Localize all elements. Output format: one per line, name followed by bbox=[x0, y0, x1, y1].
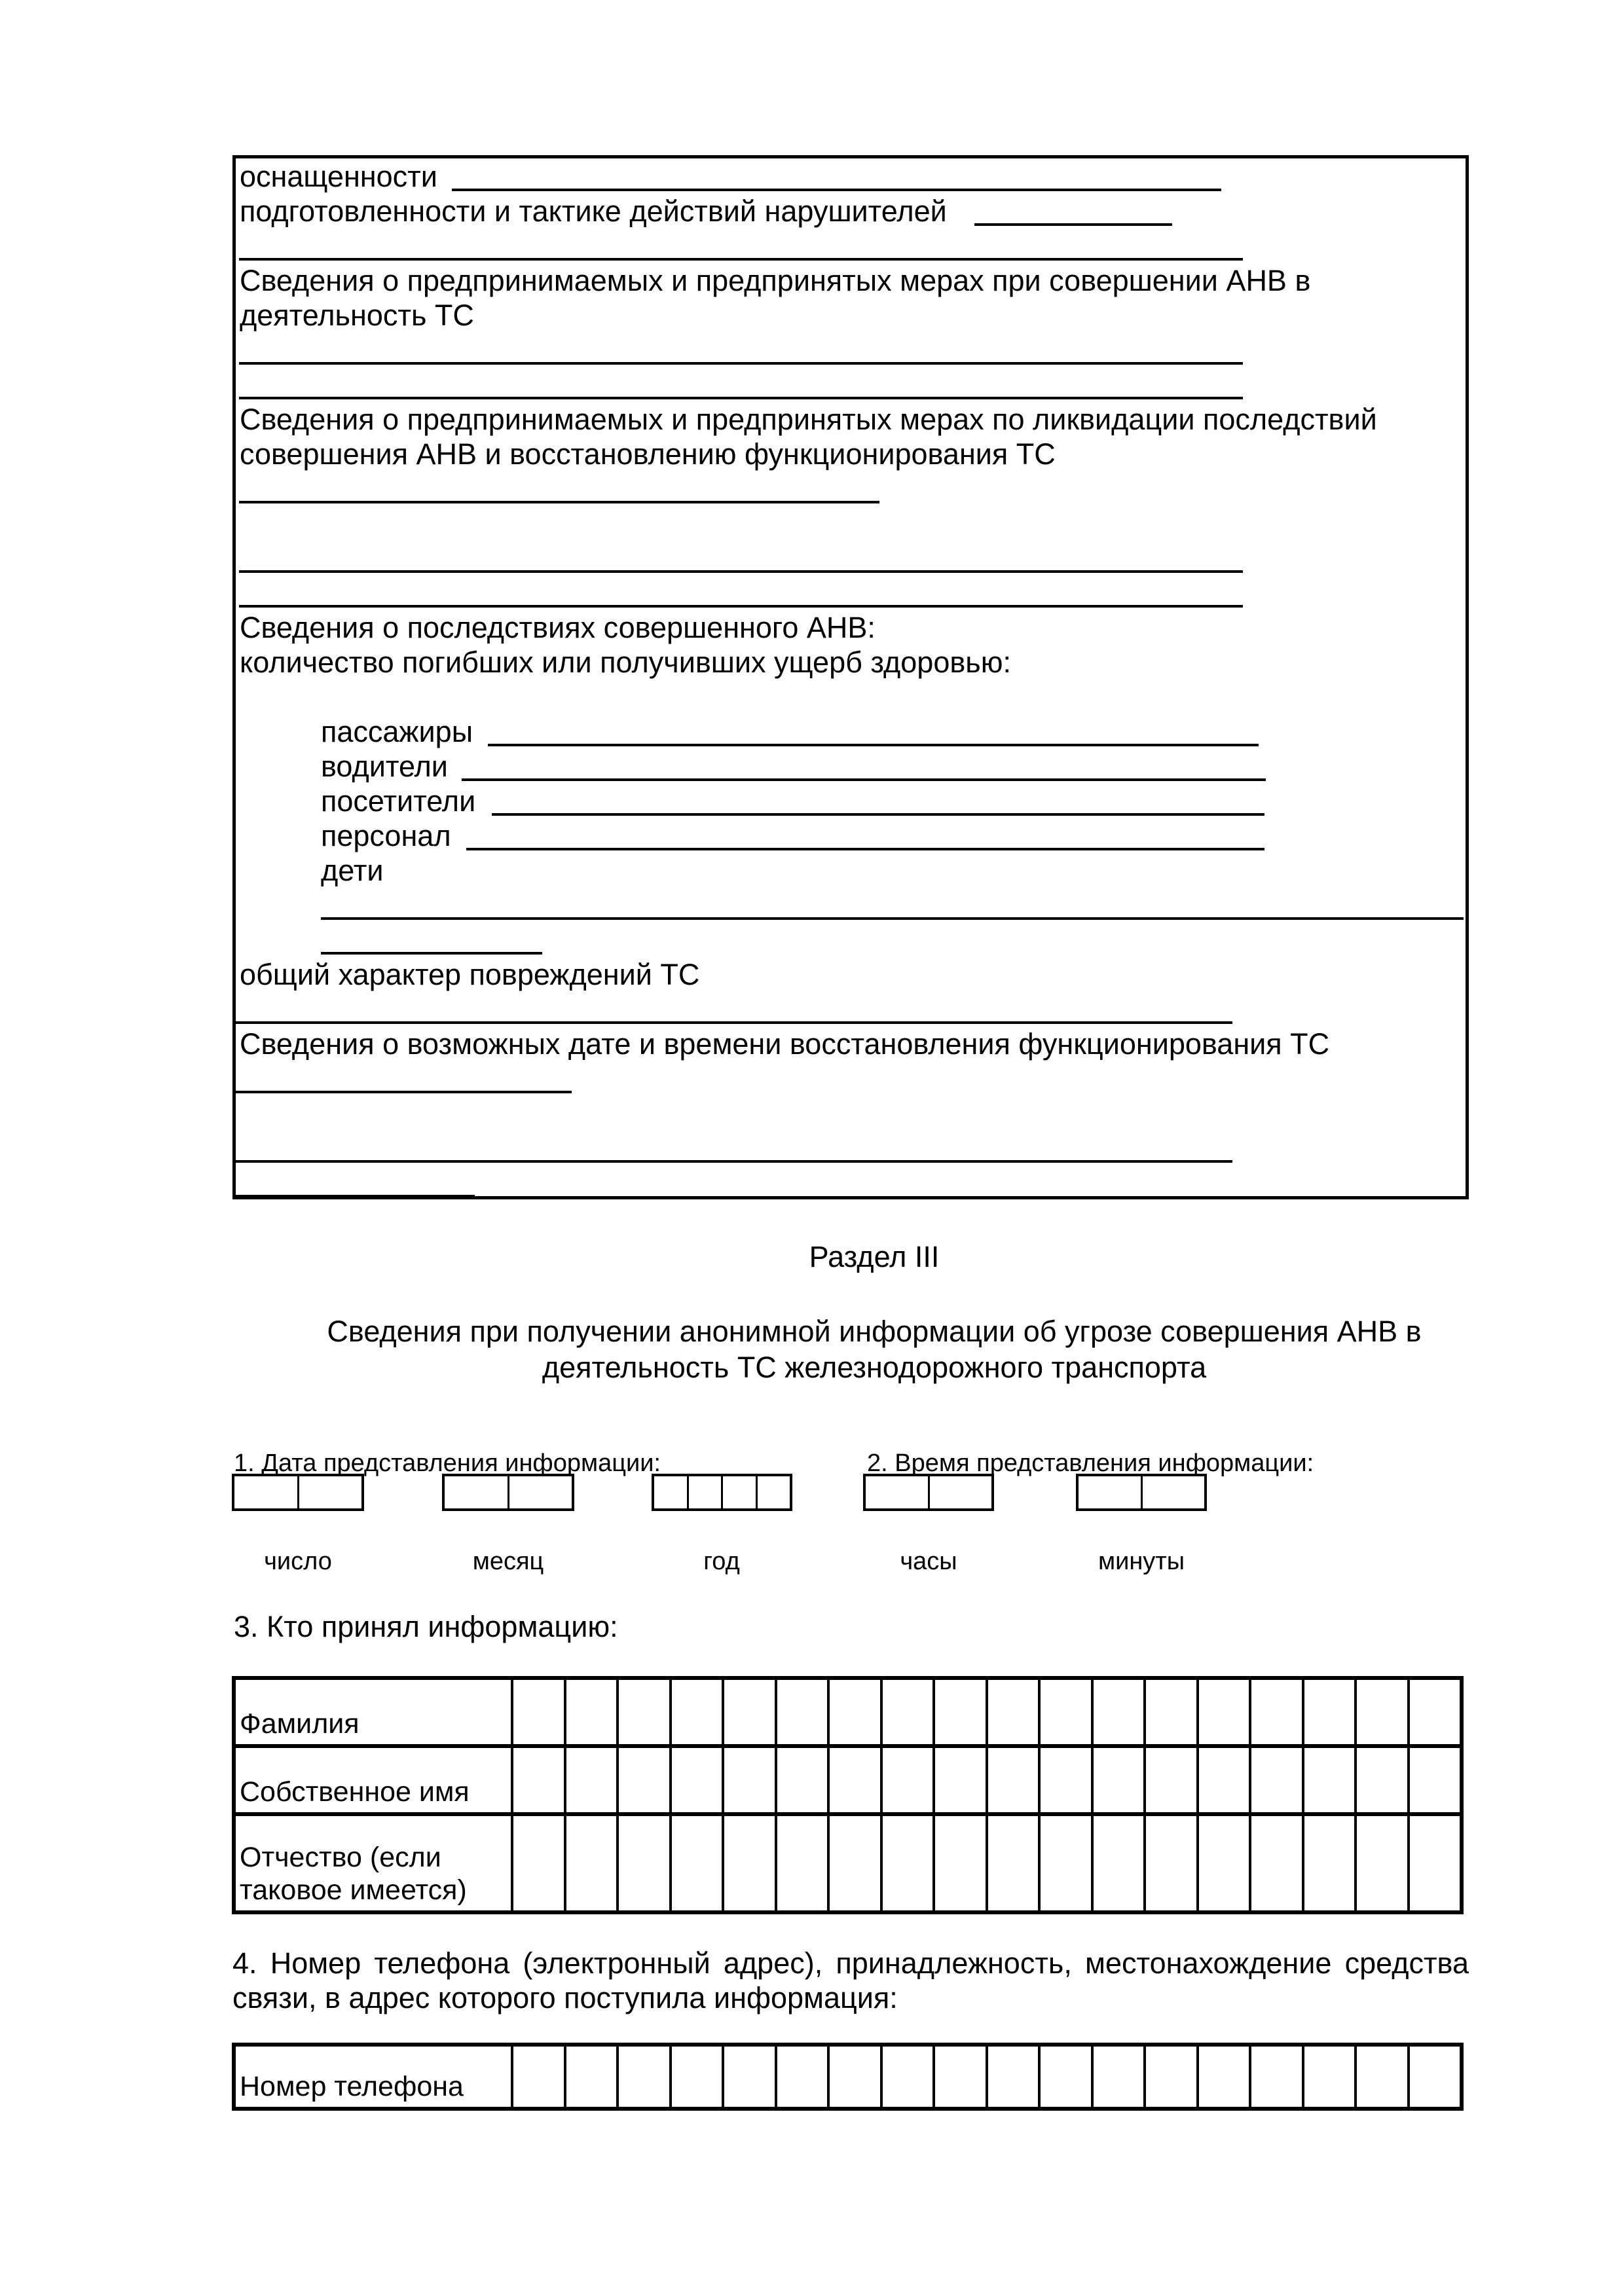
section3-subtitle-line1: Сведения при получении анонимной информации об угрозе совершения АНВ в bbox=[327, 1315, 1422, 1348]
box-line-text: пассажиры bbox=[321, 715, 473, 748]
fill-in-line bbox=[239, 258, 1243, 261]
char-cell bbox=[932, 2047, 986, 2107]
fill-in-line bbox=[239, 397, 1243, 399]
char-cell bbox=[932, 1680, 986, 1744]
box-line-text: оснащенности bbox=[240, 160, 437, 193]
phone-number-table bbox=[232, 2043, 1464, 2111]
char-cell bbox=[1354, 1816, 1407, 1910]
char-cell bbox=[986, 1748, 1039, 1812]
char-cell bbox=[880, 1748, 933, 1812]
char-cell bbox=[1249, 1748, 1302, 1812]
table-row bbox=[236, 1680, 1460, 1744]
fill-in-line bbox=[236, 1195, 475, 1197]
box-line-text: деятельность ТС bbox=[240, 299, 474, 332]
char-cell bbox=[616, 1748, 669, 1812]
char-cell bbox=[1143, 2047, 1196, 2107]
unit-label-minute: минуты bbox=[1098, 1548, 1185, 1575]
box-line bbox=[236, 263, 1466, 297]
char-cell bbox=[564, 1680, 617, 1744]
char-cell bbox=[880, 2047, 933, 2107]
phone-question-line1: 4. Номер телефона (электронный адрес), принадлежность, местонахождение средства bbox=[232, 1946, 1469, 1980]
who-received-table bbox=[232, 1676, 1464, 1914]
box-line bbox=[236, 714, 1466, 748]
char-cell bbox=[1354, 1680, 1407, 1744]
char-cell bbox=[1196, 1748, 1249, 1812]
box-blank-line bbox=[236, 679, 1466, 714]
fill-in-line bbox=[462, 778, 1266, 781]
fill-in-line bbox=[321, 917, 1464, 920]
box-line bbox=[236, 748, 1466, 783]
char-cell bbox=[507, 1476, 572, 1508]
char-cell bbox=[511, 1816, 564, 1910]
char-cell bbox=[669, 1816, 722, 1910]
who-question-label: 3. Кто принял информацию: bbox=[234, 1610, 618, 1643]
month-cells bbox=[442, 1474, 574, 1511]
char-cell bbox=[1354, 1748, 1407, 1812]
char-cell bbox=[669, 1680, 722, 1744]
char-cell bbox=[1302, 2047, 1355, 2107]
box-line bbox=[236, 1130, 1466, 1165]
char-cell bbox=[880, 1680, 933, 1744]
box-line-text: Сведения о предпринимаемых и предпринятых мерах при совершении АНВ в bbox=[240, 264, 1311, 297]
fill-in-line bbox=[239, 570, 1243, 573]
char-cell bbox=[511, 1748, 564, 1812]
date-question-label: 1. Дата представления информации: bbox=[234, 1449, 661, 1477]
char-cell bbox=[775, 2047, 828, 2107]
char-cell bbox=[827, 1748, 880, 1812]
char-cell bbox=[722, 2047, 775, 2107]
fill-in-line bbox=[236, 1021, 1232, 1024]
box-line-text: водители bbox=[321, 750, 448, 783]
fill-in-line bbox=[488, 744, 1259, 746]
section2-details-box bbox=[232, 155, 1469, 1199]
char-cell bbox=[1407, 1816, 1460, 1910]
time-question-label: 2. Время представления информации: bbox=[867, 1449, 1314, 1477]
char-cell bbox=[1302, 1680, 1355, 1744]
unit-label-year: год bbox=[703, 1548, 740, 1575]
char-cell bbox=[722, 1748, 775, 1812]
char-cell bbox=[564, 1816, 617, 1910]
char-cell bbox=[1249, 1816, 1302, 1910]
row-label: Собственное имя bbox=[240, 1776, 470, 1808]
section3-subtitle bbox=[232, 1313, 1516, 1385]
char-cell bbox=[445, 1476, 507, 1508]
char-cell bbox=[1143, 1816, 1196, 1910]
char-cell bbox=[722, 1680, 775, 1744]
char-cell bbox=[1196, 1680, 1249, 1744]
char-cell bbox=[1407, 1680, 1460, 1744]
char-cell bbox=[1091, 1816, 1144, 1910]
char-cells bbox=[511, 2047, 1460, 2107]
char-cell bbox=[234, 1476, 297, 1508]
char-cell bbox=[775, 1680, 828, 1744]
box-line bbox=[236, 436, 1466, 471]
char-cell bbox=[827, 2047, 880, 2107]
char-cell bbox=[756, 1476, 790, 1508]
box-line bbox=[236, 957, 1466, 991]
day-cells bbox=[232, 1474, 364, 1511]
char-cell bbox=[1407, 1748, 1460, 1812]
year-cells bbox=[652, 1474, 792, 1511]
fill-in-line bbox=[239, 605, 1243, 608]
char-cell bbox=[827, 1680, 880, 1744]
box-line bbox=[236, 783, 1466, 818]
box-line bbox=[236, 228, 1466, 263]
char-cell bbox=[1249, 2047, 1302, 2107]
box-line-text: Сведения о предпринимаемых и предпринятых мерах по ликвидации последствий bbox=[240, 403, 1377, 436]
fill-in-line bbox=[466, 848, 1264, 850]
box-line-text: Сведения о возможных дате и времени восстановления функционирования ТС bbox=[240, 1027, 1330, 1061]
char-cells bbox=[511, 1816, 1460, 1910]
table-row bbox=[236, 2047, 1460, 2107]
char-cells bbox=[511, 1680, 1460, 1744]
box-line bbox=[236, 401, 1466, 436]
box-line-text: персонал bbox=[321, 819, 451, 852]
row-label: Отчество (если таковое имеется) bbox=[240, 1842, 467, 1906]
box-line bbox=[236, 540, 1466, 575]
char-cell bbox=[932, 1748, 986, 1812]
box-line-text: совершения АНВ и восстановлению функционирования ТС bbox=[240, 437, 1056, 471]
hour-cells bbox=[863, 1474, 994, 1511]
unit-label-month: месяц bbox=[472, 1548, 544, 1575]
char-cell bbox=[1091, 1748, 1144, 1812]
box-blank-line bbox=[236, 1095, 1466, 1130]
char-cell bbox=[775, 1816, 828, 1910]
char-cell bbox=[669, 2047, 722, 2107]
fill-in-line bbox=[974, 223, 1172, 226]
row-label: Номер телефона bbox=[240, 2071, 464, 2102]
char-cell bbox=[1302, 1748, 1355, 1812]
box-line bbox=[236, 575, 1466, 610]
box-line bbox=[236, 1026, 1466, 1061]
box-line bbox=[236, 991, 1466, 1026]
char-cell bbox=[1038, 2047, 1091, 2107]
box-line-text: посетители bbox=[321, 784, 476, 818]
unit-label-hour: часы bbox=[900, 1548, 957, 1575]
table-row bbox=[236, 1812, 1460, 1910]
box-line bbox=[236, 367, 1466, 401]
char-cell bbox=[1354, 2047, 1407, 2107]
char-cell bbox=[1091, 2047, 1144, 2107]
char-cell bbox=[775, 1748, 828, 1812]
box-line bbox=[236, 887, 1466, 922]
char-cell bbox=[616, 1816, 669, 1910]
char-cell bbox=[1302, 1816, 1355, 1910]
char-cell bbox=[1091, 1680, 1144, 1744]
fill-in-line bbox=[236, 1091, 572, 1093]
char-cell bbox=[1407, 2047, 1460, 2107]
box-line bbox=[236, 297, 1466, 332]
box-line bbox=[236, 1061, 1466, 1095]
char-cell bbox=[1038, 1748, 1091, 1812]
box-line bbox=[236, 818, 1466, 852]
box-line-text: подготовленности и тактике действий нарушителей bbox=[240, 194, 947, 228]
fill-in-line bbox=[452, 189, 1221, 191]
char-cell bbox=[564, 1748, 617, 1812]
char-cell bbox=[1196, 2047, 1249, 2107]
char-cell bbox=[1143, 1748, 1196, 1812]
char-cell bbox=[669, 1748, 722, 1812]
char-cell bbox=[1141, 1476, 1205, 1508]
section3-subtitle-line2: деятельность ТС железнодорожного транспорта bbox=[542, 1351, 1207, 1384]
char-cell bbox=[616, 2047, 669, 2107]
box-line bbox=[236, 471, 1466, 505]
char-cells bbox=[511, 1748, 1460, 1812]
char-cell bbox=[654, 1476, 687, 1508]
box-line bbox=[236, 193, 1466, 228]
char-cell bbox=[880, 1816, 933, 1910]
char-cell bbox=[866, 1476, 928, 1508]
minute-cells bbox=[1076, 1474, 1207, 1511]
char-cell bbox=[1038, 1816, 1091, 1910]
char-cell bbox=[511, 2047, 564, 2107]
fill-in-line bbox=[239, 501, 879, 503]
box-line bbox=[236, 158, 1466, 193]
box-line bbox=[236, 852, 1466, 887]
char-cell bbox=[564, 2047, 617, 2107]
box-line bbox=[236, 610, 1466, 644]
fill-in-line bbox=[236, 1160, 1232, 1163]
char-cell bbox=[1143, 1680, 1196, 1744]
box-line bbox=[236, 1165, 1466, 1199]
char-cell bbox=[986, 1816, 1039, 1910]
fill-in-line bbox=[239, 362, 1243, 365]
box-line-text: количество погибших или получивших ущерб здоровью: bbox=[240, 646, 1011, 679]
char-cell bbox=[722, 1816, 775, 1910]
unit-label-day: число bbox=[264, 1548, 332, 1575]
section3-title: Раздел III bbox=[809, 1240, 940, 1273]
phone-question-label bbox=[232, 1946, 1469, 2015]
char-cell bbox=[721, 1476, 756, 1508]
box-line-text: общий характер повреждений ТС bbox=[240, 958, 700, 991]
char-cell bbox=[932, 1816, 986, 1910]
fill-in-line bbox=[492, 813, 1264, 816]
box-line bbox=[236, 644, 1466, 679]
char-cell bbox=[1079, 1476, 1141, 1508]
box-line bbox=[236, 922, 1466, 957]
char-cell bbox=[616, 1680, 669, 1744]
box-blank-line bbox=[236, 505, 1466, 540]
char-cell bbox=[297, 1476, 362, 1508]
char-cell bbox=[986, 1680, 1039, 1744]
char-cell bbox=[1249, 1680, 1302, 1744]
box-line bbox=[236, 332, 1466, 367]
char-cell bbox=[687, 1476, 722, 1508]
char-cell bbox=[986, 2047, 1039, 2107]
char-cell bbox=[1196, 1816, 1249, 1910]
fill-in-line bbox=[321, 952, 542, 955]
char-cell bbox=[511, 1680, 564, 1744]
box-line-text: дети bbox=[321, 854, 384, 887]
box-line-text: Сведения о последствиях совершенного АНВ: bbox=[240, 611, 876, 644]
char-cell bbox=[928, 1476, 992, 1508]
char-cell bbox=[827, 1816, 880, 1910]
row-label: Фамилия bbox=[240, 1708, 360, 1740]
char-cell bbox=[1038, 1680, 1091, 1744]
phone-question-line2: связи, в адрес которого поступила информация: bbox=[232, 1981, 898, 2014]
table-row bbox=[236, 1744, 1460, 1812]
